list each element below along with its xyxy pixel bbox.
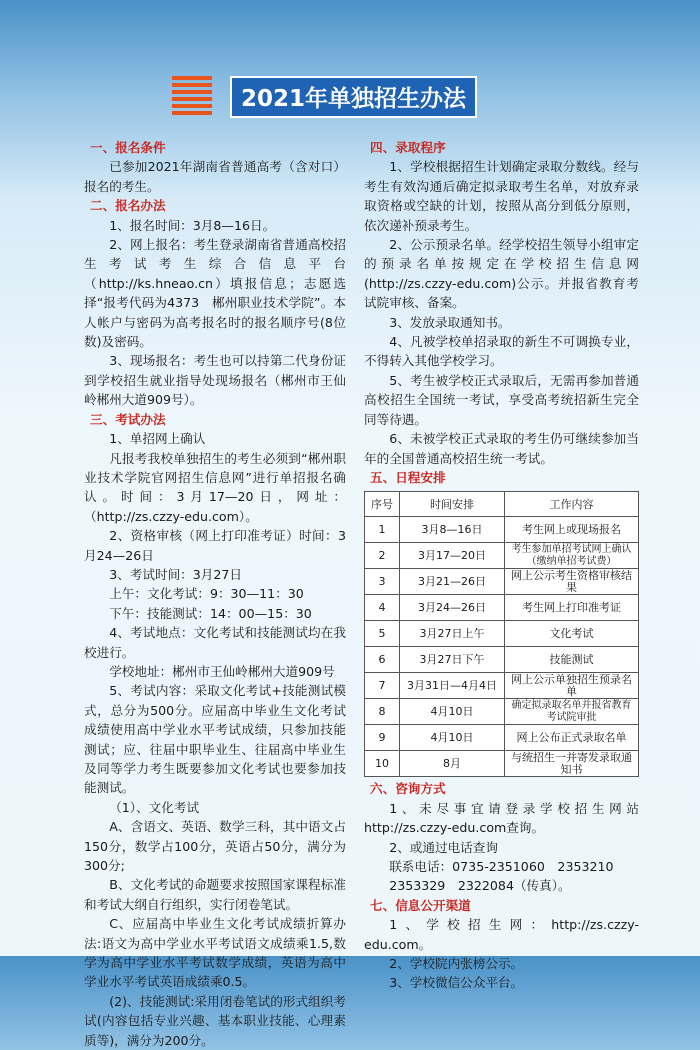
table-cell: 3月27日下午 xyxy=(400,647,505,673)
section-heading: 一、报名条件 xyxy=(90,140,166,155)
table-row xyxy=(365,751,639,777)
table-cell: 9 xyxy=(365,725,400,751)
table-row xyxy=(365,621,639,647)
paragraph: 1、单招网上确认 xyxy=(109,431,206,447)
paragraph: 4、凡被学校单招录取的新生不可调换专业，不得转入其他学校学习。 xyxy=(364,334,639,369)
table-cell: 6 xyxy=(365,647,400,673)
paragraph: 2、网上报名：考生登录湖南省普通高校招生考试考生综合信息平台（http://ks.hneao.cn）填报信息；志愿选择“报考代码为4373 郴州职业技术学院”。本人帐户与密码为高考报名时的报名顺序号(8位数)及密码。 xyxy=(84,237,346,350)
page-title: 2021年单独招生办法 xyxy=(230,76,477,118)
paragraph: 6、未被学校正式录取的考生仍可继续参加当年的全国普通高校招生统一考试。 xyxy=(364,431,639,466)
paragraph: （1）、文化考试 xyxy=(109,799,200,815)
table-cell: 确定拟录取名单并报省教育考试院审批 xyxy=(505,699,639,725)
section-heading: 七、信息公开渠道 xyxy=(370,897,471,913)
paragraph: 上午：文化考试：9：30—11：30 xyxy=(109,586,304,602)
table-cell: 3月24—26日 xyxy=(400,595,505,621)
table-row xyxy=(365,647,639,673)
table-cell: 3月21—26日 xyxy=(400,569,505,595)
paragraph: 联系电话：0735-2351060 2353210 xyxy=(389,858,614,874)
table-cell: 3月8—16日 xyxy=(400,517,505,543)
paragraph: 学校地址：郴州市王仙岭郴州大道909号 xyxy=(109,663,335,679)
left-column xyxy=(84,138,346,1050)
table-row xyxy=(365,725,639,751)
table-row xyxy=(365,699,639,725)
section-heading: 三、考试办法 xyxy=(90,411,166,427)
paragraph: 3、考试时间：3月27日 xyxy=(109,566,242,582)
table-cell: 5 xyxy=(365,621,400,647)
paragraph: 1、学校招生网：http://zs.czzy-edu.com。 xyxy=(364,917,639,952)
header-cell: 序号 xyxy=(365,492,400,517)
section-heading: 六、咨询方式 xyxy=(370,781,446,797)
paragraph: 2、公示预录名单。经学校招生领导小组审定的预录名单按规定在学校招生信息网(http://zs.czzy-edu.com)公示。并报省教育考试院审核、备案。 xyxy=(364,237,639,311)
paragraph: 已参加2021年湖南省普通高考（含对口）报名的考生。 xyxy=(84,159,346,194)
table-cell: 8月 xyxy=(400,751,505,777)
header-cell: 时间安排 xyxy=(400,492,505,517)
paragraph: 5、考生被学校正式录取后，无需再参加普通高校招生全国统一考试，享受高考统招新生完全同等待遇。 xyxy=(364,372,639,427)
table-cell: 10 xyxy=(365,751,400,777)
schedule-header-row xyxy=(365,492,639,517)
paragraph: 5、考试内容：采取文化考试+技能测试模式，总分为500分。应届高中毕业生文化考试成绩使用高中学业水平考试成绩，只参加技能测试；应、往届中职毕业生、往届高中毕业生及同等学力考生既要参加文化考试也要参加技能测试。 xyxy=(84,683,346,796)
table-cell: 与统招生一并寄发录取通知书 xyxy=(505,751,639,777)
paragraph: 3、发放录取通知书。 xyxy=(389,314,511,330)
table-cell: 4月10日 xyxy=(400,725,505,751)
table-cell: 1 xyxy=(365,517,400,543)
table-cell: 考生网上或现场报名 xyxy=(505,517,639,543)
paragraph: 3、学校微信公众平台。 xyxy=(389,975,524,991)
paragraph: 3、现场报名：考生也可以持第二代身份证到学校招生就业指导处现场报名（郴州市王仙岭郴州大道909号）。 xyxy=(84,353,346,408)
header-cell: 工作内容 xyxy=(505,492,639,517)
table-cell: 技能测试 xyxy=(505,647,639,673)
table-cell: 4 xyxy=(365,595,400,621)
table-cell: 8 xyxy=(365,699,400,725)
paragraph: 4、考试地点：文化考试和技能测试均在我校进行。 xyxy=(84,625,346,660)
table-row xyxy=(365,673,639,699)
table-cell: 网上公示考生资格审核结果 xyxy=(505,569,639,595)
table-row xyxy=(365,569,639,595)
table-cell: 2 xyxy=(365,543,400,569)
table-cell: 考生网上打印准考证 xyxy=(505,595,639,621)
table-cell: 网上公布正式录取名单 xyxy=(505,725,639,751)
section-heading: 二、报名办法 xyxy=(90,198,166,214)
paragraph: 2353329 2322084（传真）。 xyxy=(389,878,571,894)
section-heading: 五、日程安排 xyxy=(370,469,446,485)
table-row xyxy=(365,517,639,543)
paragraph: C、应届高中毕业生文化考试成绩折算办法:语文为高中学业水平考试语文成绩乘1.5,数学为高中学业水平考试数学成绩，英语为高中学业水平考试英语成绩乘0.5。 xyxy=(84,916,346,990)
paragraph: 2、学校院内张榜公示。 xyxy=(389,955,524,971)
table-cell: 3月31日—4月4日 xyxy=(400,673,505,699)
paragraph: (2)、技能测试:采用闭卷笔试的形式组织考试(内容包括专业兴趣、基本职业技能、心理素质等)，满分为200分。 xyxy=(84,993,346,1048)
right-column xyxy=(364,138,639,993)
table-cell: 4月10日 xyxy=(400,699,505,725)
table-cell: 3月27日上午 xyxy=(400,621,505,647)
paragraph: 1、未尽事宜请登录学校招生网站http://zs.czzy-edu.com查询。 xyxy=(364,800,639,836)
title-banner xyxy=(172,76,477,118)
table-cell: 考生参加单招考试网上确认（缴纳单招考试费） xyxy=(505,543,639,569)
paragraph: 2、资格审核（网上打印准考证）时间：3月24—26日 xyxy=(84,528,346,563)
table-cell: 3月17—20日 xyxy=(400,543,505,569)
paragraph: 1、报名时间：3月8—16日。 xyxy=(109,217,276,233)
admission-section xyxy=(364,138,639,487)
schedule-table xyxy=(364,491,639,777)
paragraph: 下午：技能测试：14：00—15：30 xyxy=(109,605,312,621)
table-cell: 7 xyxy=(365,673,400,699)
table-row xyxy=(365,543,639,569)
table-cell: 文化考试 xyxy=(505,621,639,647)
paragraph: 1、学校根据招生计划确定录取分数线。经与考生有效沟通后确定拟录取考生名单，对放弃录取资格或空缺的计划，按照从高分到低分原则，依次递补预录考生。 xyxy=(364,159,639,233)
paragraph: 2、或通过电话查询 xyxy=(389,839,498,855)
table-row xyxy=(365,595,639,621)
paragraph: 凡报考我校单独招生的考生必须到“郴州职业技术学院官网招生信息网”进行单招报名确认。时间：3月17—20日，网址：（http://zs.czzy-edu.com）。 xyxy=(84,450,346,524)
contact-section xyxy=(364,779,639,992)
stripes-decoration xyxy=(172,76,212,118)
table-cell: 网上公示单独招生预录名单 xyxy=(505,673,639,699)
section-heading: 四、录取程序 xyxy=(370,140,446,155)
table-cell: 3 xyxy=(365,569,400,595)
paragraph: A、含语文、英语、数学三科，其中语文占150分，数学占100分，英语占50分，满分为300分; xyxy=(84,819,346,874)
paragraph: B、文化考试的命题要求按照国家课程标准和考试大纲自行组织，实行闭卷笔试。 xyxy=(84,877,346,912)
